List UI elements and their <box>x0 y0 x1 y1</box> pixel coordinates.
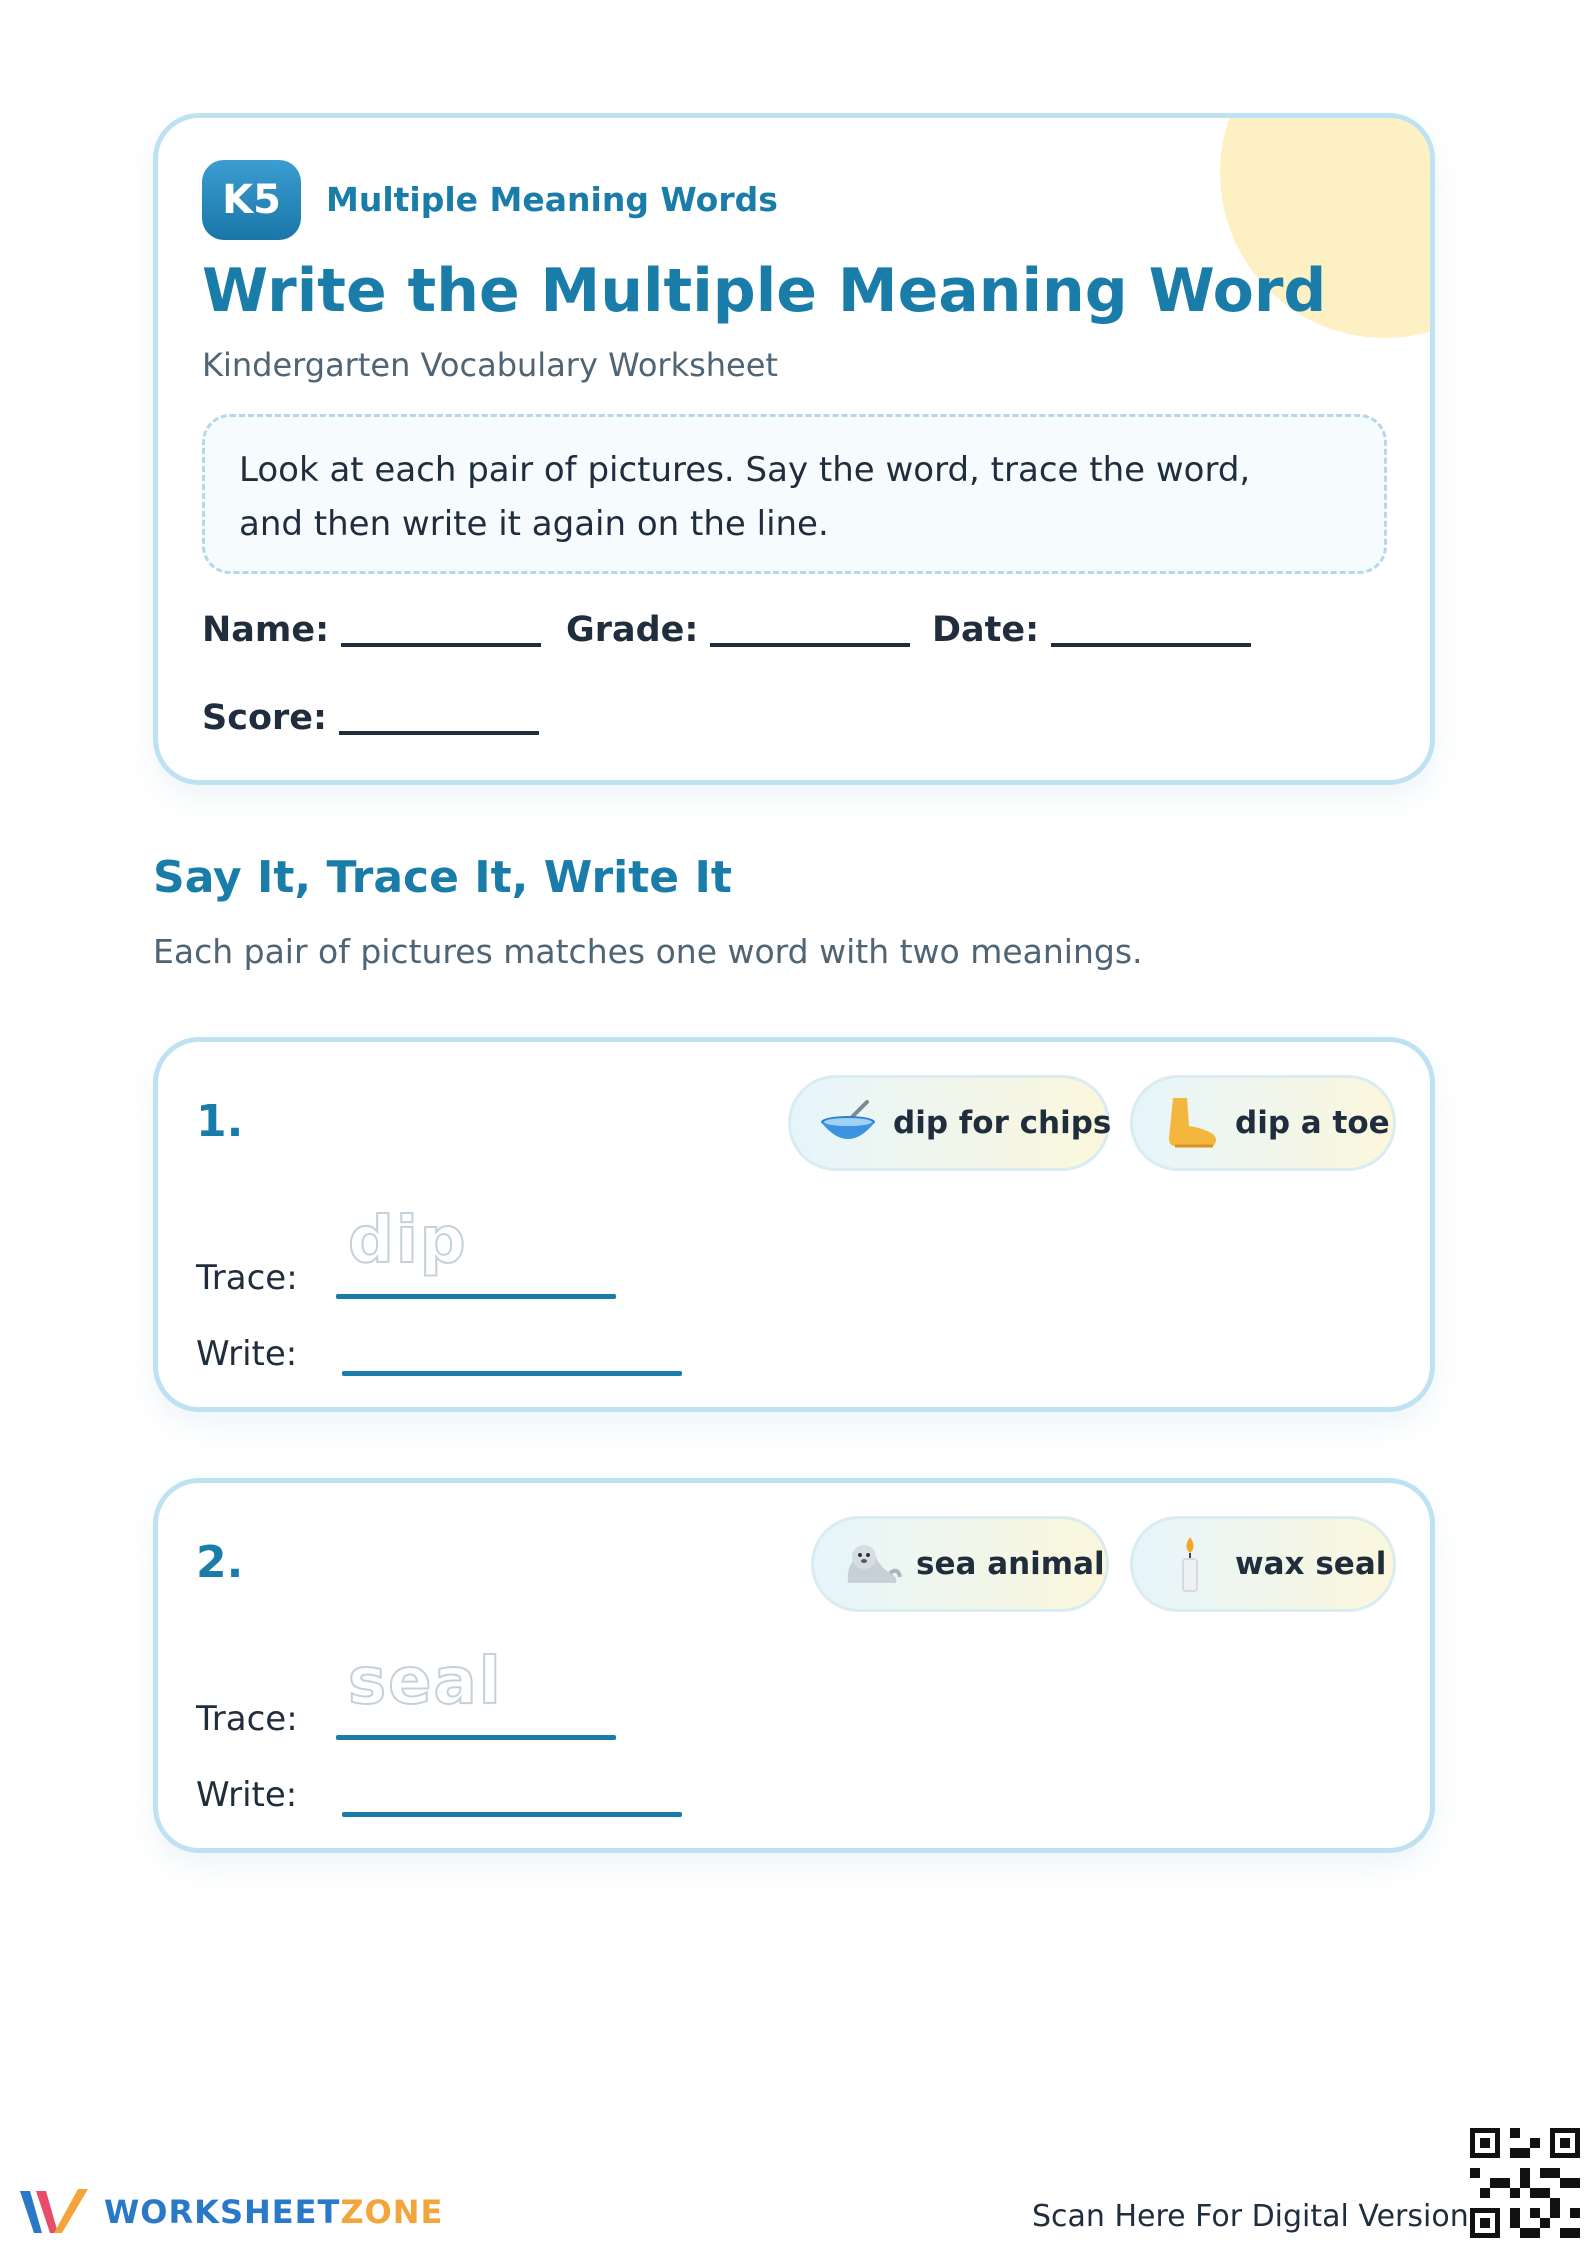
foot-icon <box>1159 1092 1221 1154</box>
scan-caption: Scan Here For Digital Version <box>1032 2199 1469 2234</box>
trace-label: Trace: <box>196 1258 298 1298</box>
meaning-chip <box>1130 1075 1396 1171</box>
header-card <box>153 113 1435 785</box>
grade-line[interactable] <box>710 643 910 647</box>
write-line[interactable] <box>342 1812 682 1817</box>
exercise-number: 2. <box>196 1537 244 1588</box>
trace-word: seal <box>348 1645 503 1719</box>
name-line[interactable] <box>341 643 541 647</box>
chip-label: dip a toe <box>1235 1105 1390 1141</box>
seal-icon <box>840 1533 902 1595</box>
meaning-chip <box>1130 1516 1396 1612</box>
section-description: Each pair of pictures matches one word with two meanings. <box>153 932 1143 971</box>
instructions-box <box>202 414 1387 574</box>
write-line[interactable] <box>342 1371 682 1376</box>
exercise-card-1 <box>153 1037 1435 1412</box>
score-label: Score: <box>202 698 327 738</box>
write-label: Write: <box>196 1334 298 1374</box>
write-label: Write: <box>196 1775 298 1815</box>
meaning-chip <box>788 1075 1110 1171</box>
brand-logo <box>18 2185 443 2239</box>
exercise-card-2 <box>153 1478 1435 1853</box>
name-field[interactable] <box>202 610 541 650</box>
brand-name: WORKSHEETZONE <box>104 2193 444 2231</box>
date-field[interactable] <box>932 610 1251 650</box>
candle-icon <box>1159 1533 1221 1595</box>
grade-label: Grade: <box>566 610 699 650</box>
grade-badge: K5 <box>202 160 301 240</box>
date-label: Date: <box>932 610 1040 650</box>
section-title: Say It, Trace It, Write It <box>153 852 732 903</box>
w-logo-icon <box>18 2185 92 2239</box>
date-line[interactable] <box>1051 643 1251 647</box>
chip-label: wax seal <box>1235 1546 1387 1582</box>
trace-line[interactable] <box>336 1294 616 1299</box>
chip-label: sea animal <box>916 1546 1105 1582</box>
trace-line[interactable] <box>336 1735 616 1740</box>
instructions-line-2: and then write it again on the line. <box>239 504 829 544</box>
trace-word: dip <box>348 1204 468 1278</box>
topic-label: Multiple Meaning Words <box>326 180 778 219</box>
name-label: Name: <box>202 610 330 650</box>
exercise-number: 1. <box>196 1096 244 1147</box>
score-line[interactable] <box>339 731 539 735</box>
page-subtitle: Kindergarten Vocabulary Worksheet <box>202 346 778 384</box>
instructions-line-1: Look at each pair of pictures. Say the word, trace the word, <box>239 450 1251 490</box>
meaning-chip <box>811 1516 1109 1612</box>
qr-code-icon[interactable] <box>1470 2128 1580 2238</box>
score-field[interactable] <box>202 698 539 738</box>
trace-label: Trace: <box>196 1699 298 1739</box>
page-title: Write the Multiple Meaning Word <box>202 256 1327 326</box>
grade-field[interactable] <box>566 610 910 650</box>
chip-label: dip for chips <box>893 1105 1112 1141</box>
bowl-icon <box>817 1092 879 1154</box>
